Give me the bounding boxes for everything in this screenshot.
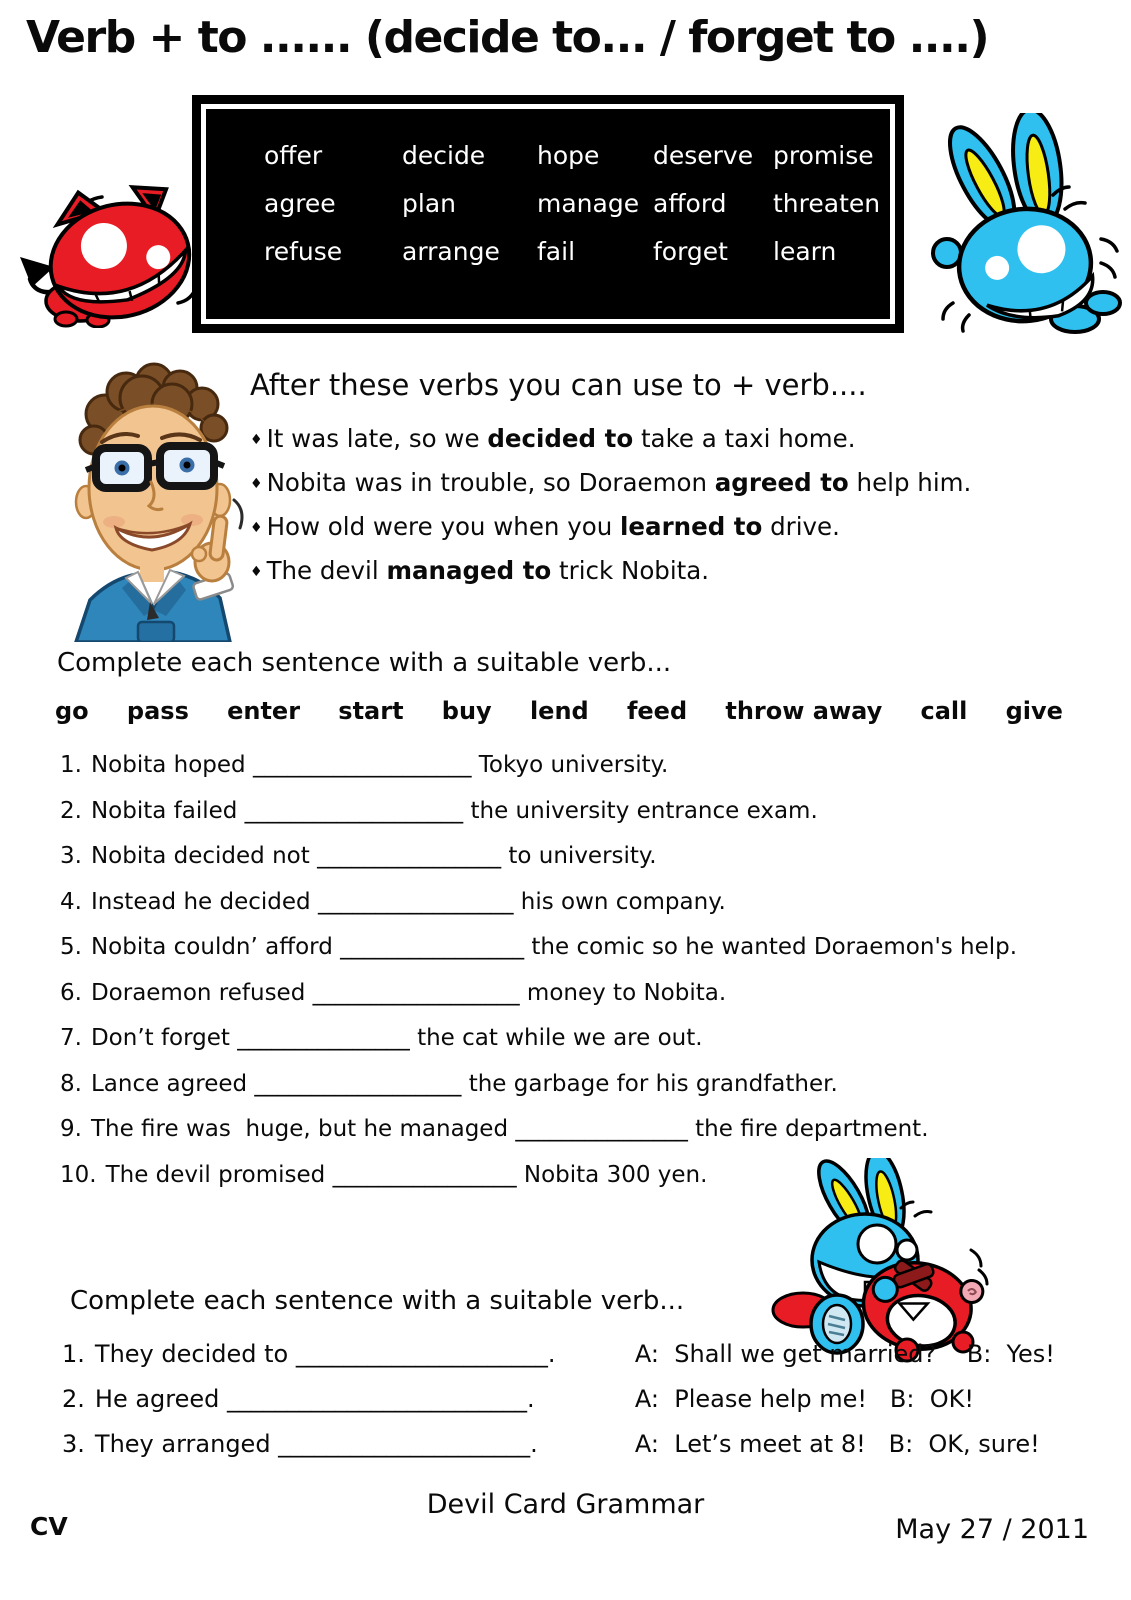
worksheet-date: May 27 / 2011	[895, 1514, 1089, 1545]
word-bank-item: feed	[626, 697, 688, 725]
sentence-text: The devil promised ________________ Nobita 300 yen.	[105, 1161, 708, 1188]
blackboard-row	[264, 141, 890, 170]
teacher-illustration	[50, 352, 245, 642]
sentence-number: 2.	[62, 1385, 85, 1413]
example-text: trick Nobita.	[551, 556, 710, 585]
example-sentence	[250, 424, 1110, 453]
fill-in-sentence	[60, 752, 1125, 798]
verb-word: hope	[537, 141, 600, 170]
fill-in-sentence	[60, 1116, 1125, 1162]
rabbit-and-devil-illustration	[765, 1158, 993, 1363]
exercise1-sentences	[60, 752, 1125, 1207]
diamond-bullet-icon: ♦	[250, 520, 263, 536]
sentence-number: 1.	[62, 1340, 85, 1368]
word-bank-item: start	[338, 697, 404, 725]
example-text: take a taxi home.	[633, 424, 856, 453]
verb-word: afford	[653, 189, 727, 218]
page-title: Verb + to ...... (decide to... / forget to ....)	[26, 12, 989, 63]
example-sentence	[250, 556, 1110, 585]
sentence-number: 6.	[60, 979, 82, 1006]
verb-word: promise	[773, 141, 874, 170]
verb-word: offer	[264, 141, 323, 170]
worksheet-series-title: Devil Card Grammar	[426, 1489, 705, 1520]
fill-in-sentence	[60, 889, 1125, 935]
dialogue-text: A: Please help me! B: OK!	[634, 1385, 974, 1413]
fill-in-sentence	[60, 980, 1125, 1026]
example-bold-verb: learned to	[620, 512, 763, 541]
diamond-bullet-icon: ♦	[250, 476, 263, 492]
sentence-number: 4.	[60, 888, 82, 915]
fill-in-row	[62, 1340, 1112, 1385]
word-bank-item: pass	[126, 697, 189, 725]
fill-in-sentence	[60, 1071, 1125, 1117]
sentence-number: 8.	[60, 1070, 82, 1097]
sentence-text: Nobita couldn’ afford ________________ the comic so he wanted Doraemon's help.	[90, 934, 1018, 960]
fill-in-row	[62, 1430, 1112, 1475]
blackboard-row	[264, 237, 890, 266]
sentence-number: 2.	[60, 797, 82, 824]
verb-word: deserve	[653, 141, 754, 170]
verb-word: learn	[773, 237, 837, 266]
verb-word: refuse	[264, 237, 343, 266]
exercise1-instruction: Complete each sentence with a suitable verb...	[57, 648, 672, 678]
sentence-text: Instead he decided _________________ his own company.	[90, 888, 726, 915]
example-bold-verb: managed to	[386, 556, 552, 585]
fill-in-sentence	[60, 1025, 1125, 1071]
sentence-text: He agreed _________________________.	[94, 1385, 535, 1413]
word-bank-item: call	[920, 697, 968, 725]
fill-in-row	[62, 1385, 1112, 1430]
sentence-text: Nobita decided not ________________ to university.	[90, 843, 657, 869]
dialogue-text: A: Let’s meet at 8! B: OK, sure!	[634, 1430, 1040, 1458]
exercise2-rows	[62, 1340, 1112, 1475]
verb-word: decide	[402, 141, 486, 170]
exercise2-instruction: Complete each sentence with a suitable verb...	[70, 1286, 685, 1316]
diamond-bullet-icon: ♦	[250, 564, 263, 580]
word-bank-item: lend	[529, 697, 589, 725]
fill-in-sentence	[60, 843, 1125, 889]
verb-word: manage	[537, 189, 640, 218]
sentence-number: 3.	[60, 843, 82, 869]
word-bank-item: buy	[441, 697, 492, 725]
verb-blackboard-inner	[201, 104, 895, 324]
explanation-heading: After these verbs you can use to + verb....	[250, 368, 867, 402]
sentence-text: They decided to _____________________.	[94, 1340, 556, 1368]
verb-word: plan	[402, 189, 456, 218]
verb-word: fail	[537, 237, 576, 266]
example-text: drive.	[762, 512, 840, 541]
fill-in-sentence	[60, 798, 1125, 844]
sentence-number: 1.	[60, 752, 82, 778]
example-text: Nobita was in trouble, so Doraemon	[266, 468, 715, 497]
blue-rabbit-illustration	[925, 113, 1123, 341]
sentence-number: 5.	[60, 934, 82, 960]
sentence-text: Nobita hoped ___________________ Tokyo university.	[90, 752, 669, 778]
sentence-text: Don’t forget _______________ the cat while we are out.	[90, 1025, 703, 1051]
example-text: It was late, so we	[266, 424, 488, 453]
verb-word: forget	[653, 237, 728, 266]
example-bold-verb: decided to	[487, 424, 634, 453]
red-devil-illustration	[18, 183, 203, 328]
sentence-number: 10.	[60, 1161, 97, 1188]
word-bank-item: throw away	[725, 697, 883, 725]
sentence-text: The fire was huge, but he managed _______________ the fire department.	[90, 1116, 929, 1142]
author-initials: CV	[30, 1512, 68, 1541]
diamond-bullet-icon: ♦	[250, 432, 263, 448]
sentence-number: 9.	[60, 1116, 82, 1142]
sentence-text: They arranged _____________________.	[94, 1430, 538, 1458]
verb-word: arrange	[402, 237, 500, 266]
word-bank-item: give	[1005, 697, 1063, 725]
sentence-text: Lance agreed __________________ the garbage for his grandfather.	[90, 1070, 838, 1097]
example-text: The devil	[266, 556, 387, 585]
verb-word: agree	[264, 189, 336, 218]
example-text: help him.	[848, 468, 972, 497]
sentence-number: 7.	[60, 1025, 82, 1051]
sentence-text: Nobita failed ___________________ the university entrance exam.	[90, 797, 818, 824]
word-bank-item: enter	[227, 697, 301, 725]
fill-in-sentence	[60, 934, 1125, 980]
example-sentence	[250, 468, 1110, 497]
example-sentence	[250, 512, 1110, 541]
blackboard-row	[264, 189, 890, 218]
word-bank-item: go	[55, 697, 89, 725]
explanation-block	[250, 368, 1110, 600]
sentence-text: Doraemon refused __________________ money to Nobita.	[90, 979, 727, 1006]
verb-word: threaten	[773, 189, 881, 218]
example-bold-verb: agreed to	[714, 468, 849, 497]
word-bank	[55, 697, 1063, 725]
sentence-number: 3.	[62, 1430, 85, 1458]
verb-blackboard	[192, 95, 904, 333]
dialogue-text: A: Shall we get married? B: Yes!	[634, 1340, 1055, 1368]
example-text: How old were you when you	[266, 512, 621, 541]
